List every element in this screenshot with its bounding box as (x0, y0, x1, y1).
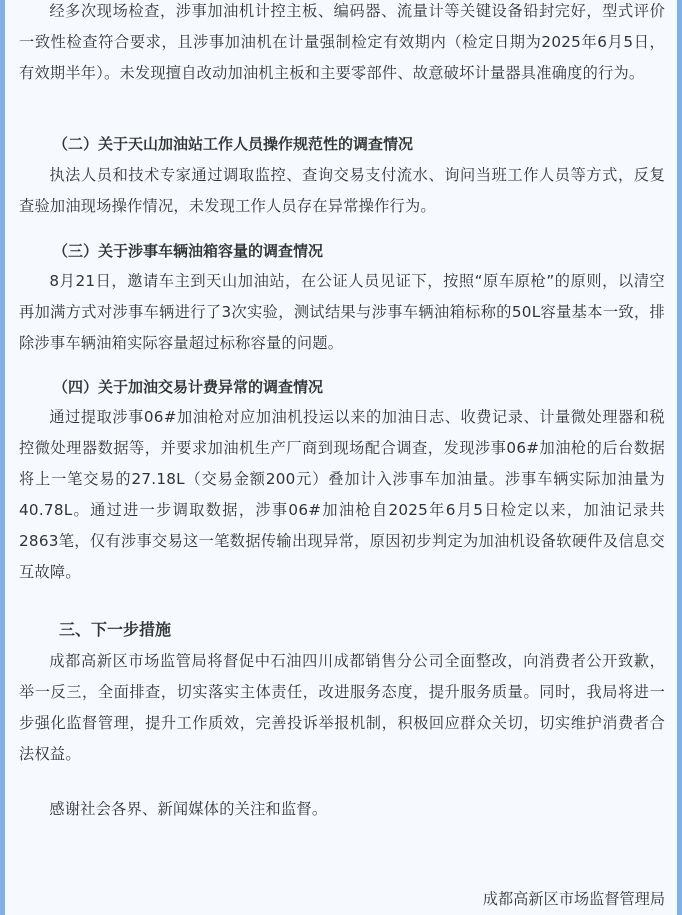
paragraph-tank-capacity: 8月21日，邀请车主到天山加油站，在公证人员见证下，按照“原车原枪”的原则，以清空再加满方式对涉事车辆进行了3次实验，测试结果与涉事车辆油箱标称的50L容量基本一致，排除涉事车辆油箱实际容量超过标称容量的问题。 (19, 272, 665, 352)
signature-authority: 成都高新区市场监督管理局 (482, 890, 665, 908)
paragraph-staff-operation: 执法人员和技术专家通过调取监控、查询交易支付流水、询问当班工作人员等方式，反复查验加油现场操作情况，未发现工作人员存在异常操作行为。 (19, 166, 665, 215)
paragraph-next-steps: 成都高新区市场监管局将督促中石油四川成都销售分公司全面整改，向消费者公开致歉，举一反三，全面排查，切实落实主体责任，改进服务态度，提升服务质量。同时，我局将进一步强化监督管理，提升工作质效，完善投诉举报机制，积极回应群众关切，切实维护消费者合法权益。 (19, 652, 665, 763)
paragraph-thanks: 感谢社会各界、新闻媒体的关注和监督。 (49, 800, 328, 818)
heading-billing-anomaly: （四）关于加油交易计费异常的调查情况 (53, 378, 324, 396)
heading-tank-capacity: （三）关于涉事车辆油箱容量的调查情况 (53, 242, 324, 260)
paragraph-billing-anomaly: 通过提取涉事06#加油枪对应加油机投运以来的加油日志、收费记录、计量微处理器和税控微处理器数据等，并要求加油机生产厂商到现场配合调查，发现涉事06#加油枪的后台数据将上一笔交易的27.18L（交易金额200元）叠加计入涉事车加油量。涉事车辆实际加油量为40.78L。通过进一步调取数据，涉事06#加油枪自2025年6月5日检定以来，加油记录共2863笔，仅有涉事交易这一笔数据传输出现异常，原因初步判定为加油机设备软硬件及信息交互故障。 (19, 408, 665, 581)
heading-staff-operation: （二）关于天山加油站工作人员操作规范性的调查情况 (53, 135, 414, 153)
heading-next-steps: 三、下一步措施 (59, 620, 172, 639)
paragraph-equipment-inspection: 经多次现场检查，涉事加油机计控主板、编码器、流量计等关键设备铅封完好，型式评价一致性检查符合要求，且涉事加油机在计量强制检定有效期内（检定日期为2025年6月5日，有效期半年）。未发现擅自改动加油机主板和主要零部件、故意破坏计量器具准确度的行为。 (19, 2, 665, 82)
